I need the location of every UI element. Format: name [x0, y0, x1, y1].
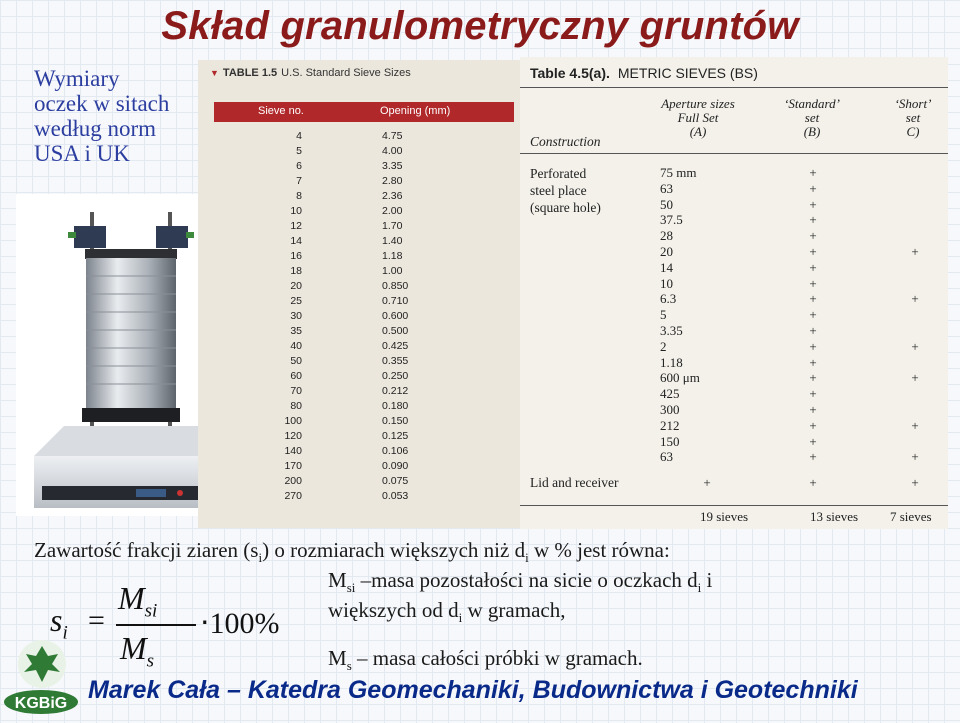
formula-equals: = — [88, 604, 105, 637]
us-sieve-table — [198, 60, 528, 528]
lid-mark: + — [703, 475, 711, 490]
perforated-line: steel place — [530, 183, 587, 198]
standard-mark: + — [809, 291, 817, 307]
construction-label: Construction — [530, 134, 601, 149]
sieve-opening: 1.00 — [382, 265, 403, 277]
sieve-opening: 0.500 — [382, 325, 409, 337]
standard-mark: + — [809, 417, 817, 433]
standard-mark: + — [809, 259, 817, 275]
sieve-no: 14 — [290, 235, 302, 247]
short-mark: + — [911, 370, 919, 386]
table-row — [520, 449, 948, 465]
table-row — [520, 370, 948, 386]
aperture-size: 6.3 — [660, 291, 677, 307]
table-row — [214, 430, 514, 445]
sieve-no: 5 — [296, 145, 302, 157]
sieve-opening: 0.425 — [382, 340, 409, 352]
msi-definition-cont — [328, 598, 565, 626]
kgbig-logo — [2, 638, 80, 718]
table-row — [520, 323, 948, 339]
table-row — [214, 220, 514, 235]
sieve-no: 60 — [290, 370, 302, 382]
lid-mark: + — [809, 475, 817, 490]
sieve-opening: 2.00 — [382, 205, 403, 217]
sieve-no: 170 — [284, 460, 302, 472]
sieve-no: 16 — [290, 250, 302, 262]
table-row — [214, 265, 514, 280]
table-row — [214, 415, 514, 430]
table-row — [214, 385, 514, 400]
msi-symbol: M — [328, 568, 347, 592]
table-row — [520, 212, 948, 228]
table-row — [214, 250, 514, 265]
total-short: 7 sieves — [890, 509, 932, 524]
standard-mark: + — [809, 243, 817, 259]
standard-mark: + — [809, 401, 817, 417]
short-mark: + — [911, 338, 919, 354]
table-row — [214, 355, 514, 370]
sieve-no: 140 — [284, 445, 302, 457]
sieve-opening: 3.35 — [382, 160, 403, 172]
standard-mark: + — [809, 433, 817, 449]
standard-mark: + — [809, 370, 817, 386]
standard-mark: + — [809, 275, 817, 291]
aperture-size: 150 — [660, 433, 680, 449]
aperture-size: 75 mm — [660, 165, 697, 180]
aperture-size: 600 μm — [660, 370, 700, 386]
content-text: ) o rozmiarach większych niż d — [262, 538, 526, 562]
msi-text: i — [701, 568, 713, 592]
us-table-label: TABLE 1.5 — [222, 67, 278, 79]
sieve-opening: 1.70 — [382, 220, 403, 232]
msi-text: większych od d — [328, 598, 459, 622]
table-row — [214, 325, 514, 340]
standard-mark: + — [809, 354, 817, 370]
sieve-opening: 0.053 — [382, 490, 409, 502]
aperture-size: 5 — [660, 307, 667, 323]
sieve-opening: 0.075 — [382, 475, 409, 487]
lid-receiver-label: Lid and receiver — [530, 475, 619, 490]
triangle-icon: ▼ — [210, 68, 219, 78]
sieve-opening: 0.125 — [382, 430, 409, 442]
sieve-no: 50 — [290, 355, 302, 367]
formula-num-symbol: M — [118, 580, 145, 616]
us-table-header — [214, 102, 514, 122]
perforated-line: Perforated — [530, 166, 587, 181]
col-short-line: ‘Short’ — [894, 96, 932, 111]
sieve-no: 70 — [290, 385, 302, 397]
us-table-title: U.S. Standard Sieve Sizes — [281, 67, 411, 79]
col-standard — [772, 97, 852, 139]
formula-numerator — [118, 580, 157, 622]
subscript: i — [458, 610, 463, 626]
aperture-size: 14 — [660, 259, 673, 275]
formula-den-symbol: M — [120, 630, 147, 666]
subscript: si — [346, 580, 356, 596]
table-row — [520, 260, 948, 276]
col-opening: Opening (mm) — [380, 105, 451, 117]
sieve-opening: 0.710 — [382, 295, 409, 307]
lid-mark: + — [911, 475, 919, 490]
subscript: i — [62, 622, 68, 644]
content-text: Zawartość frakcji ziaren (s — [34, 538, 259, 562]
col-aperture-line: (A) — [689, 124, 707, 139]
ms-definition — [328, 646, 643, 674]
aperture-size: 10 — [660, 275, 673, 291]
table-row — [520, 276, 948, 292]
table-row — [214, 310, 514, 325]
msi-definition — [328, 568, 712, 596]
table-row — [214, 445, 514, 460]
standard-mark: + — [809, 228, 817, 244]
sieve-no: 35 — [290, 325, 302, 337]
sieve-opening: 2.36 — [382, 190, 403, 202]
metric-table-body — [520, 165, 948, 465]
side-note — [34, 66, 204, 166]
sieve-opening: 1.18 — [382, 250, 403, 262]
sieve-opening: 0.250 — [382, 370, 409, 382]
sieve-no: 8 — [296, 190, 302, 202]
aperture-size: 63 — [660, 449, 673, 465]
content-definition — [34, 538, 670, 566]
table-row — [520, 355, 948, 371]
aperture-size: 300 — [660, 401, 680, 417]
aperture-size: 3.35 — [660, 322, 683, 338]
aperture-size: 2 — [660, 338, 667, 354]
side-note-line: Wymiary — [34, 66, 120, 91]
table-row — [520, 339, 948, 355]
table-row — [520, 434, 948, 450]
sieve-no: 12 — [290, 220, 302, 232]
subscript: si — [144, 600, 158, 622]
table-row — [520, 244, 948, 260]
col-standard-line: ‘Standard’ — [784, 96, 840, 111]
metric-table-label: Table 4.5(a). — [530, 65, 610, 81]
col-short — [878, 97, 948, 139]
sieve-no: 6 — [296, 160, 302, 172]
sieve-no: 100 — [284, 415, 302, 427]
sieve-no: 25 — [290, 295, 302, 307]
short-mark: + — [911, 291, 919, 307]
table-row — [520, 197, 948, 213]
sieve-no: 4 — [296, 130, 302, 142]
us-table-body — [214, 130, 514, 505]
sieve-opening: 0.090 — [382, 460, 409, 472]
table-row — [520, 228, 948, 244]
sieve-no: 18 — [290, 265, 302, 277]
table-row — [214, 400, 514, 415]
metric-table-caption — [530, 65, 758, 81]
table-row — [214, 130, 514, 145]
sieve-no: 40 — [290, 340, 302, 352]
sieve-opening: 0.355 — [382, 355, 409, 367]
rule-bottom — [520, 505, 948, 506]
sieve-opening: 0.600 — [382, 310, 409, 322]
table-row — [520, 386, 948, 402]
sieve-opening: 4.00 — [382, 145, 403, 157]
footer-author: Marek Cała – Katedra Geomechaniki, Budownictwa i Geotechniki — [88, 676, 858, 704]
slide-title: Skład granulometryczny gruntów — [161, 4, 799, 48]
sieve-opening: 0.180 — [382, 400, 409, 412]
side-note-line: USA i UK — [34, 141, 130, 166]
sieve-opening: 0.212 — [382, 385, 409, 397]
sieve-opening: 0.850 — [382, 280, 409, 292]
ms-symbol: M — [328, 646, 347, 670]
col-short-line: C) — [906, 124, 920, 139]
standard-mark: + — [809, 449, 817, 465]
table-row — [214, 475, 514, 490]
standard-mark: + — [809, 212, 817, 228]
standard-mark: + — [809, 307, 817, 323]
aperture-size: 425 — [660, 386, 680, 402]
col-aperture-line: Aperture sizes — [661, 96, 735, 111]
sieve-opening: 1.40 — [382, 235, 403, 247]
standard-mark: + — [809, 386, 817, 402]
lid-marks — [520, 475, 948, 491]
standard-mark: + — [809, 322, 817, 338]
col-standard-line: (B) — [803, 124, 821, 139]
sieve-opening: 0.106 — [382, 445, 409, 457]
rule-top — [520, 87, 948, 88]
table-row — [214, 340, 514, 355]
rule-mid — [520, 153, 948, 154]
table-row — [520, 418, 948, 434]
sieve-no: 30 — [290, 310, 302, 322]
table-row — [520, 291, 948, 307]
sieve-no: 10 — [290, 205, 302, 217]
content-text: w % jest równa: — [528, 538, 670, 562]
table-row — [214, 145, 514, 160]
sieve-no: 20 — [290, 280, 302, 292]
standard-mark: + — [809, 338, 817, 354]
msi-text: w gramach, — [462, 598, 566, 622]
col-standard-line: set — [804, 110, 820, 125]
short-mark: + — [911, 417, 919, 433]
side-note-line: według norm — [34, 116, 157, 141]
subscript: i — [258, 550, 263, 566]
total-standard: 13 sieves — [810, 509, 859, 524]
metric-table-title: METRIC SIEVES (BS) — [617, 65, 758, 81]
col-short-line: set — [905, 110, 921, 125]
formula-percent: ⋅100% — [200, 607, 280, 640]
table-row — [520, 165, 948, 181]
table-row — [214, 280, 514, 295]
table-row — [214, 460, 514, 475]
aperture-size: 37.5 — [660, 212, 683, 228]
sieve-opening: 0.150 — [382, 415, 409, 427]
total-full: 19 sieves — [700, 509, 749, 524]
table-row — [214, 190, 514, 205]
col-aperture — [648, 97, 748, 139]
short-mark: + — [911, 243, 919, 259]
table-row — [520, 181, 948, 197]
sieve-no: 80 — [290, 400, 302, 412]
ms-text: – masa całości próbki w gramach. — [351, 646, 643, 670]
aperture-size: 1.18 — [660, 354, 683, 370]
col-aperture-line: Full Set — [677, 110, 719, 125]
formula-lhs-symbol: s — [50, 602, 63, 638]
standard-mark: + — [809, 165, 817, 180]
fraction-bar — [116, 624, 196, 626]
sieve-no: 120 — [284, 430, 302, 442]
short-mark: + — [911, 449, 919, 465]
formula-denominator — [120, 630, 154, 672]
table-row — [214, 235, 514, 250]
subscript: s — [146, 650, 155, 672]
table-row — [214, 370, 514, 385]
msi-text: –masa pozostałości na sicie o oczkach d — [355, 568, 698, 592]
logo-text: KGBiG — [14, 695, 68, 712]
table-row — [214, 490, 514, 505]
sieve-no: 200 — [284, 475, 302, 487]
aperture-size: 20 — [660, 243, 673, 259]
subscript: s — [346, 658, 352, 674]
standard-mark: + — [809, 180, 817, 196]
sieve-opening: 4.75 — [382, 130, 403, 142]
table-row — [214, 295, 514, 310]
table-row — [214, 160, 514, 175]
subscript: i — [525, 550, 529, 566]
us-table-caption — [210, 67, 411, 79]
standard-mark: + — [809, 196, 817, 212]
table-row — [520, 307, 948, 323]
subscript: i — [697, 580, 702, 596]
table-row — [214, 205, 514, 220]
aperture-size: 212 — [660, 417, 680, 433]
sieve-no: 7 — [296, 175, 302, 187]
table-row — [214, 175, 514, 190]
aperture-size: 28 — [660, 228, 673, 244]
metric-sieve-table — [520, 57, 948, 529]
table-row — [520, 402, 948, 418]
aperture-size: 50 — [660, 196, 673, 212]
sieve-no: 270 — [284, 490, 302, 502]
aperture-size: 63 — [660, 180, 673, 196]
sieve-opening: 2.80 — [382, 175, 403, 187]
perforated-line: (square hole) — [530, 200, 601, 215]
col-sieve-no: Sieve no. — [258, 105, 304, 117]
side-note-line: oczek w sitach — [34, 91, 170, 116]
